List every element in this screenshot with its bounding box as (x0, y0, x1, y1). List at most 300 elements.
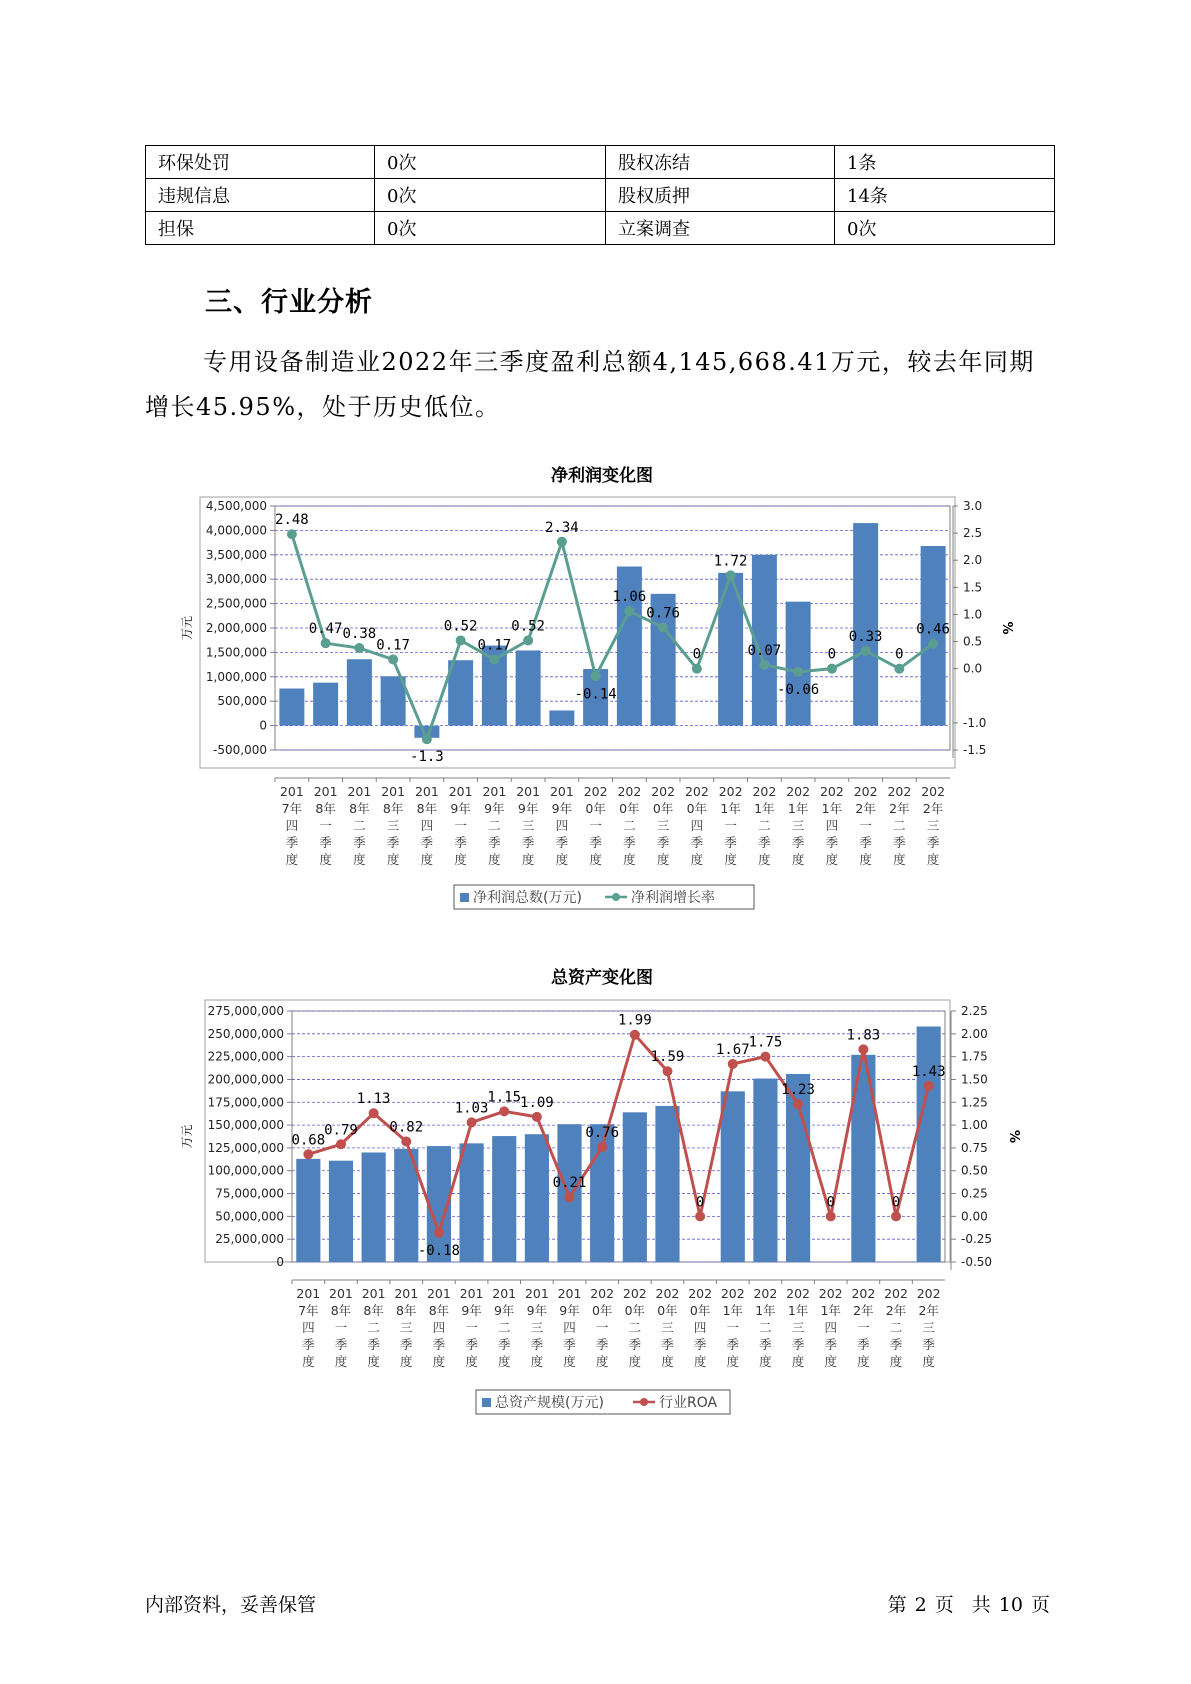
line-point (726, 570, 736, 580)
line-point (624, 606, 634, 616)
data-label: 0 (827, 646, 837, 663)
data-label: -0.18 (417, 1242, 461, 1259)
table-cell: 0次 (375, 212, 606, 245)
bar (623, 1112, 647, 1262)
x-tick-label: 三 (656, 818, 670, 833)
x-tick-label: 1年 (787, 801, 809, 816)
line-point (924, 1081, 934, 1091)
x-tick-label: 201 (414, 784, 439, 799)
x-tick-label: 9年 (517, 801, 539, 816)
x-tick-label: 四 (563, 1320, 576, 1335)
x-tick-label: 度 (589, 852, 602, 867)
x-tick-label: 1年 (821, 801, 843, 816)
x-tick-label: 一 (859, 818, 872, 833)
x-tick-label: 一 (334, 1320, 348, 1335)
x-tick-label: 季 (623, 835, 636, 850)
legend-bar-swatch (460, 893, 469, 902)
x-tick-label: 201 (549, 784, 574, 799)
data-label: -0.14 (574, 686, 617, 703)
x-tick-label: 三 (386, 818, 400, 833)
x-tick-label: 二 (628, 1320, 642, 1335)
bar (655, 1106, 679, 1262)
y2-tick-label: 0.50 (961, 1163, 988, 1178)
section-title: 三、行业分析 (205, 287, 373, 318)
x-tick-label: 1年 (754, 801, 775, 816)
line-point (523, 635, 533, 645)
x-tick-label: 一 (589, 818, 602, 833)
x-tick-label: 度 (488, 852, 501, 867)
x-tick-label: 季 (726, 1337, 740, 1352)
x-tick-label: 202 (583, 784, 608, 799)
x-tick-label: 季 (488, 835, 501, 850)
x-tick-label: 度 (791, 1354, 805, 1369)
x-tick-label: 8年 (428, 1303, 450, 1318)
table-cell: 股权质押 (606, 179, 835, 212)
x-tick-label: 度 (893, 852, 906, 867)
line-point (793, 667, 803, 677)
chart-title: 净利润变化图 (551, 466, 653, 486)
x-tick-label: 度 (824, 1354, 837, 1369)
x-tick-label: 一 (857, 1320, 870, 1335)
y2-tick-label: -0.50 (961, 1255, 993, 1269)
x-tick-label: 9年 (484, 801, 505, 816)
x-tick-label: 季 (555, 835, 569, 850)
bar (347, 659, 372, 725)
x-tick-label: 度 (758, 852, 771, 867)
x-tick-label: 季 (334, 1337, 348, 1352)
data-label: 2.48 (275, 512, 309, 529)
x-tick-label: 度 (353, 852, 366, 867)
x-tick-label: 季 (825, 835, 839, 850)
x-tick-label: 季 (759, 1337, 772, 1352)
data-label: 1.15 (487, 1089, 522, 1106)
line-point (891, 1211, 901, 1221)
x-tick-label: 季 (530, 1337, 544, 1352)
data-label: 1.43 (911, 1063, 946, 1080)
x-tick-label: 度 (521, 852, 535, 867)
x-tick-label: 201 (459, 1286, 484, 1301)
data-label: -0.06 (777, 681, 820, 698)
x-tick-label: 201 (426, 1286, 451, 1301)
y2-tick-label: 1.5 (963, 580, 983, 595)
bar (279, 689, 304, 726)
x-tick-label: 201 (394, 1286, 419, 1301)
x-tick-label: 8年 (315, 801, 336, 816)
x-tick-label: 202 (590, 1286, 615, 1301)
x-tick-label: 一 (726, 1320, 740, 1335)
y-axis-label: 万元 (180, 615, 194, 641)
y2-tick-label: 0.0 (963, 661, 983, 676)
x-tick-label: 季 (420, 835, 434, 850)
line-point (401, 1137, 411, 1147)
table-cell: 立案调查 (606, 212, 835, 245)
y-tick-label: 75,000,000 (215, 1186, 284, 1201)
x-tick-label: 二 (758, 818, 771, 833)
y-tick-label: 3,000,000 (205, 572, 267, 587)
bar (459, 1143, 483, 1262)
x-tick-label: 2年 (918, 1303, 939, 1318)
x-tick-label: 7年 (298, 1303, 319, 1318)
x-tick-label: 度 (690, 852, 704, 867)
y-tick-label: 175,000,000 (207, 1095, 284, 1110)
x-tick-label: 度 (530, 1354, 544, 1369)
line-point (456, 635, 466, 645)
y-tick-label: 150,000,000 (207, 1118, 284, 1133)
y2-tick-label: -0.25 (961, 1232, 993, 1247)
x-tick-label: 202 (921, 784, 946, 799)
page-mid: 页 (934, 1594, 954, 1616)
x-tick-label: 三 (661, 1320, 674, 1335)
x-tick-label: 202 (655, 1286, 680, 1301)
y-tick-label: 50,000,000 (215, 1209, 284, 1224)
x-tick-label: 一 (595, 1320, 609, 1335)
x-tick-label: 度 (285, 852, 299, 867)
y-tick-label: 200,000,000 (207, 1072, 284, 1087)
y-tick-label: 4,500,000 (205, 499, 267, 513)
x-tick-label: 8年 (382, 801, 404, 816)
data-label: 0.17 (376, 637, 410, 654)
chart-title: 总资产变化图 (551, 968, 653, 988)
risk-info-table (145, 145, 1055, 245)
y-tick-label: 125,000,000 (207, 1140, 284, 1155)
y-axis-label: 万元 (180, 1124, 194, 1149)
x-tick-label: 9年 (559, 1303, 580, 1318)
net-profit-chart (0, 450, 1191, 920)
legend-line-label: 净利润增长率 (631, 890, 715, 906)
data-label: 0.76 (585, 1124, 620, 1141)
x-tick-label: 三 (400, 1320, 413, 1335)
line-point (467, 1117, 477, 1127)
x-tick-label: 三 (791, 1320, 805, 1335)
x-tick-label: 三 (530, 1320, 544, 1335)
y-tick-label: 100,000,000 (207, 1163, 284, 1178)
x-tick-label: 1年 (755, 1303, 776, 1318)
x-tick-label: 度 (563, 1354, 576, 1369)
x-tick-label: 0年 (686, 801, 708, 816)
x-tick-label: 季 (285, 835, 299, 850)
x-tick-label: 201 (279, 784, 304, 799)
line-point (858, 1044, 868, 1054)
x-tick-label: 201 (524, 1286, 549, 1301)
bar (296, 1159, 320, 1262)
x-tick-label: 四 (285, 818, 299, 833)
table-row (146, 212, 1055, 245)
bar (516, 650, 541, 725)
line-point (695, 1211, 705, 1221)
x-tick-label: 季 (922, 1337, 935, 1352)
table-cell: 14条 (835, 179, 1055, 212)
x-tick-label: 2年 (885, 1303, 907, 1318)
line-point (759, 660, 769, 670)
data-label: 0.76 (646, 605, 680, 622)
line-point (532, 1112, 542, 1122)
x-tick-label: 2年 (853, 1303, 874, 1318)
y2-tick-label: 0.75 (961, 1140, 988, 1155)
x-tick-label: 季 (857, 1337, 870, 1352)
data-label: 0 (891, 1194, 901, 1211)
bar (721, 1091, 745, 1262)
y-tick-label: 0 (259, 718, 267, 733)
data-label: 0.52 (511, 618, 545, 635)
x-tick-label: 度 (859, 852, 872, 867)
page-total: 10 (998, 1594, 1023, 1616)
x-tick-label: 201 (448, 784, 473, 799)
y-tick-label: 2,500,000 (205, 596, 267, 611)
y2-tick-label: 2.00 (961, 1026, 988, 1041)
line-point (303, 1149, 313, 1159)
x-tick-label: 季 (724, 835, 737, 850)
bar (525, 1134, 549, 1262)
x-tick-label: 度 (656, 852, 670, 867)
x-tick-label: 度 (454, 852, 467, 867)
x-tick-label: 四 (825, 818, 839, 833)
y-tick-label: 275,000,000 (207, 1004, 284, 1018)
line-point (894, 664, 904, 674)
x-tick-label: 9年 (493, 1303, 515, 1318)
x-tick-label: 三 (926, 818, 940, 833)
x-tick-label: 季 (353, 835, 366, 850)
x-tick-label: 度 (367, 1354, 380, 1369)
y2-tick-label: 3.0 (963, 499, 983, 513)
x-tick-label: 季 (628, 1337, 642, 1352)
table-cell: 0次 (835, 212, 1055, 245)
line-point (369, 1108, 379, 1118)
data-label: 0.79 (324, 1122, 358, 1139)
x-tick-label: 季 (563, 1337, 576, 1352)
x-tick-label: 季 (400, 1337, 413, 1352)
table-cell: 违规信息 (146, 179, 375, 212)
x-tick-label: 1年 (722, 1303, 744, 1318)
legend-bar-label: 净利润总数(万元) (473, 890, 582, 906)
x-tick-label: 度 (661, 1354, 674, 1369)
x-tick-label: 季 (589, 835, 602, 850)
x-tick-label: 202 (617, 784, 642, 799)
x-tick-label: 度 (334, 1354, 348, 1369)
data-label: 1.09 (520, 1094, 554, 1111)
x-tick-label: 202 (819, 784, 844, 799)
bar (753, 1079, 777, 1262)
x-tick-label: 201 (329, 1286, 353, 1301)
y2-axis-label: % (1006, 1129, 1021, 1144)
x-tick-label: 0年 (619, 801, 640, 816)
x-tick-label: 二 (488, 818, 501, 833)
x-tick-label: 8年 (349, 801, 370, 816)
x-tick-label: 季 (893, 835, 906, 850)
x-tick-label: 202 (720, 1286, 745, 1301)
footer-note: 内部资料，妥善保管 (145, 1594, 317, 1616)
x-tick-label: 202 (818, 1286, 843, 1301)
line-point (826, 1211, 836, 1221)
legend-bar-swatch (482, 1398, 491, 1407)
x-tick-label: 季 (758, 835, 771, 850)
x-tick-label: 8年 (363, 1303, 384, 1318)
x-tick-label: 0年 (624, 1303, 646, 1318)
x-tick-label: 度 (693, 1354, 707, 1369)
y2-tick-label: 1.25 (961, 1095, 988, 1110)
x-tick-label: 季 (497, 1337, 511, 1352)
x-tick-label: 9年 (461, 1303, 482, 1318)
line-point (499, 1106, 509, 1116)
y2-tick-label: 2.25 (961, 1004, 988, 1018)
line-point (354, 643, 364, 653)
x-tick-label: 度 (759, 1354, 772, 1369)
x-tick-label: 度 (889, 1354, 903, 1369)
x-tick-label: 二 (367, 1320, 380, 1335)
x-tick-label: 季 (319, 835, 332, 850)
x-tick-label: 202 (718, 784, 743, 799)
y-tick-label: 1,500,000 (205, 645, 267, 660)
x-tick-label: 一 (465, 1320, 478, 1335)
bar (492, 1136, 516, 1262)
x-tick-label: 季 (432, 1337, 446, 1352)
x-tick-label: 1年 (720, 801, 741, 816)
legend-line-marker (640, 1398, 648, 1406)
line-point (827, 664, 837, 674)
x-tick-label: 2年 (889, 801, 910, 816)
line-point (662, 1066, 672, 1076)
x-tick-label: 二 (353, 818, 366, 833)
x-tick-label: 202 (884, 1286, 908, 1301)
line-point (434, 1228, 444, 1238)
line-point (287, 529, 297, 539)
x-tick-label: 202 (786, 1286, 811, 1301)
x-tick-label: 季 (791, 1337, 805, 1352)
data-label: 1.59 (650, 1049, 685, 1066)
y2-tick-label: 1.00 (961, 1118, 988, 1133)
x-tick-label: 2年 (855, 801, 876, 816)
x-tick-label: 季 (386, 835, 400, 850)
page-number (884, 1590, 1054, 1617)
legend-line-label: 行业ROA (659, 1395, 718, 1411)
x-tick-label: 9年 (526, 1303, 548, 1318)
data-label: 0.52 (443, 618, 478, 635)
y2-tick-label: 1.0 (963, 607, 983, 622)
legend-bar-label: 总资产规模(万元) (495, 1395, 604, 1411)
x-tick-label: 度 (465, 1354, 478, 1369)
x-tick-label: 一 (724, 818, 737, 833)
data-label: 1.67 (715, 1041, 750, 1058)
x-tick-label: 202 (887, 784, 912, 799)
x-tick-label: 201 (361, 1286, 386, 1301)
x-tick-label: 201 (557, 1286, 582, 1301)
x-tick-label: 度 (432, 1354, 446, 1369)
data-label: 1.75 (748, 1034, 783, 1051)
line-point (728, 1059, 738, 1069)
x-tick-label: 202 (622, 1286, 647, 1301)
x-tick-label: 一 (454, 818, 467, 833)
y-tick-label: 250,000,000 (207, 1026, 284, 1041)
data-label: 0 (695, 1194, 705, 1211)
x-tick-label: 季 (454, 835, 467, 850)
y-tick-label: 25,000,000 (215, 1232, 284, 1247)
data-label: 0.82 (389, 1119, 424, 1136)
x-tick-label: 201 (347, 784, 372, 799)
x-tick-label: 度 (595, 1354, 609, 1369)
x-tick-label: 一 (319, 818, 332, 833)
x-tick-label: 度 (724, 852, 737, 867)
x-tick-label: 度 (791, 852, 805, 867)
line-point (489, 654, 499, 664)
data-label: 0.46 (916, 621, 950, 638)
x-tick-label: 8年 (416, 801, 438, 816)
y2-tick-label: -1.0 (963, 715, 987, 730)
data-label: -1.3 (410, 749, 444, 766)
x-tick-label: 度 (302, 1354, 315, 1369)
x-tick-label: 度 (857, 1354, 870, 1369)
table-row (146, 179, 1055, 212)
bar (786, 602, 811, 726)
bar (917, 1027, 941, 1262)
line-point (658, 622, 668, 632)
x-tick-label: 201 (381, 784, 406, 799)
line-point (591, 671, 601, 681)
y-tick-label: 225,000,000 (207, 1049, 284, 1064)
x-tick-label: 三 (521, 818, 535, 833)
y2-tick-label: 0.25 (961, 1186, 988, 1201)
x-tick-label: 0年 (652, 801, 674, 816)
x-tick-label: 201 (482, 784, 507, 799)
data-label: 0.17 (477, 637, 512, 654)
table-row (146, 146, 1055, 179)
y2-axis-label: % (999, 621, 1014, 635)
x-tick-label: 度 (497, 1354, 511, 1369)
y2-tick-label: 0.5 (963, 634, 983, 649)
x-tick-label: 0年 (689, 1303, 711, 1318)
line-point (336, 1139, 346, 1149)
x-tick-label: 9年 (450, 801, 471, 816)
x-tick-label: 9年 (551, 801, 573, 816)
data-label: 0.33 (848, 628, 883, 645)
line-point (321, 638, 331, 648)
legend-line-marker (612, 893, 620, 901)
line-point (793, 1099, 803, 1109)
x-tick-label: 季 (661, 1337, 674, 1352)
x-tick-label: 度 (400, 1354, 413, 1369)
x-tick-label: 四 (690, 818, 704, 833)
y2-tick-label: 2.5 (963, 526, 983, 541)
x-tick-label: 度 (420, 852, 434, 867)
data-label: 0.38 (342, 626, 377, 643)
x-tick-label: 季 (367, 1337, 380, 1352)
x-tick-label: 季 (926, 835, 940, 850)
data-label: 0 (826, 1194, 835, 1211)
line-point (422, 734, 432, 744)
x-tick-label: 二 (889, 1320, 903, 1335)
data-label: 0.07 (747, 642, 782, 659)
bar (362, 1152, 386, 1262)
table-cell: 担保 (146, 212, 375, 245)
x-tick-label: 二 (623, 818, 636, 833)
data-label: 2.34 (545, 519, 579, 536)
x-tick-label: 季 (521, 835, 535, 850)
x-tick-label: 2年 (922, 801, 944, 816)
x-tick-label: 三 (791, 818, 805, 833)
table-cell: 0次 (375, 179, 606, 212)
bar (853, 523, 878, 726)
x-tick-label: 201 (313, 784, 338, 799)
y-tick-label: 500,000 (217, 694, 267, 709)
x-tick-label: 0年 (591, 1303, 613, 1318)
x-tick-label: 度 (726, 1354, 740, 1369)
x-tick-label: 季 (859, 835, 872, 850)
x-tick-label: 二 (759, 1320, 772, 1335)
x-tick-label: 度 (628, 1354, 642, 1369)
line-point (565, 1192, 575, 1202)
x-tick-label: 季 (791, 835, 805, 850)
x-tick-label: 0年 (585, 801, 606, 816)
data-label: 1.06 (612, 589, 647, 606)
y-tick-label: 4,000,000 (205, 523, 267, 538)
